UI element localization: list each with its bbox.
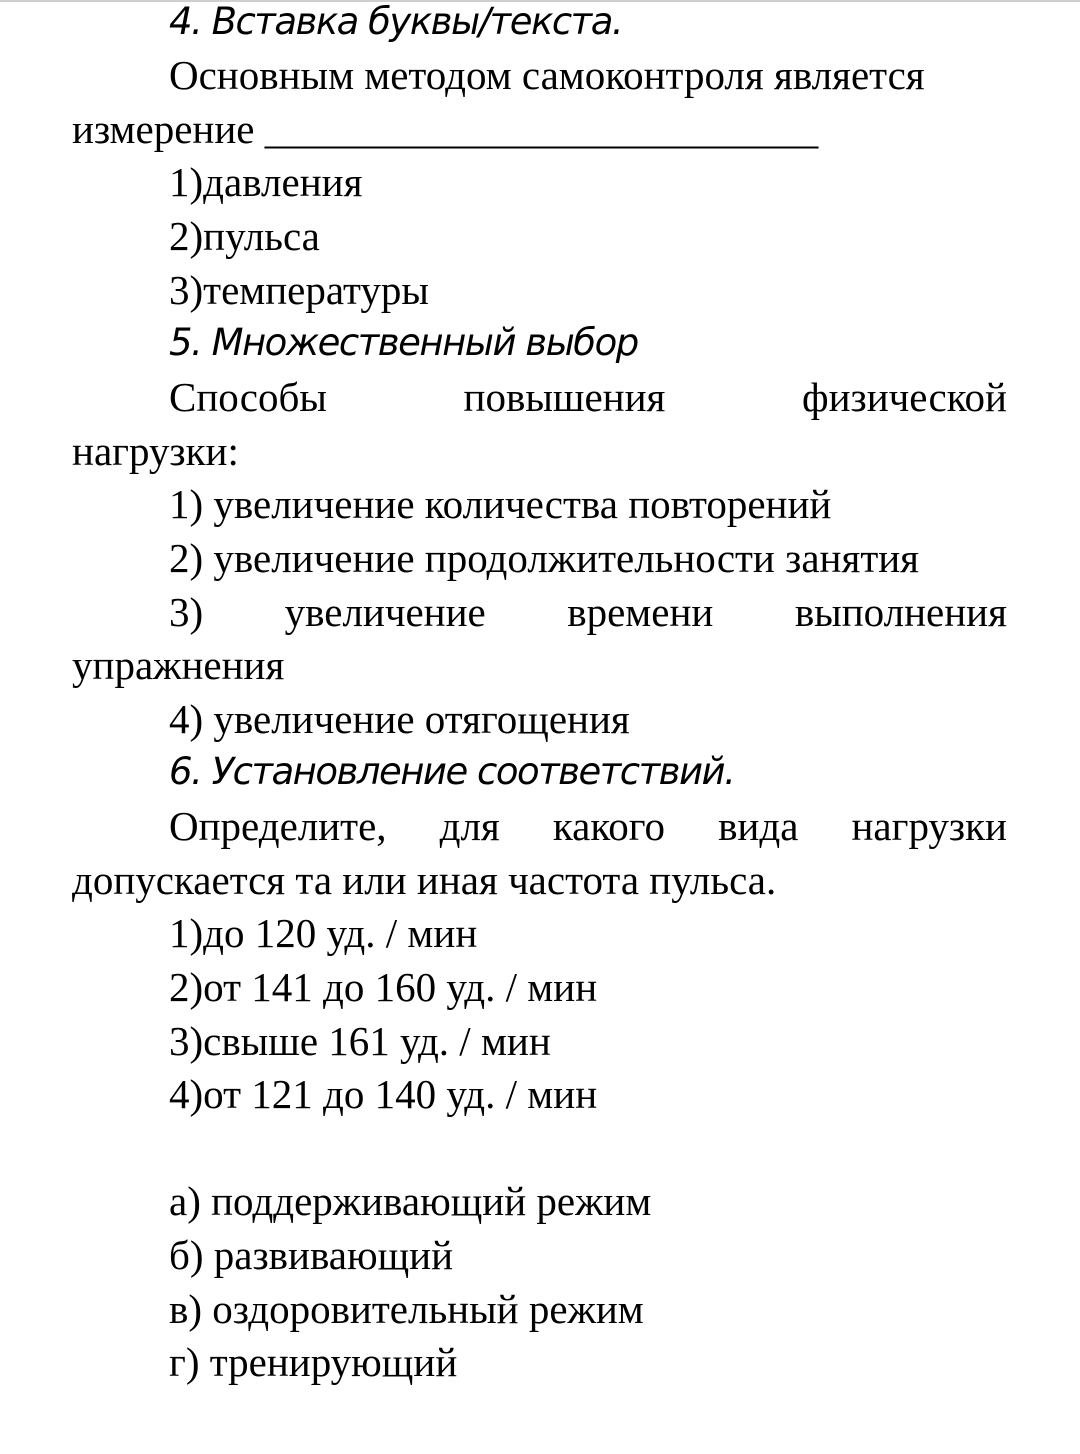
load-mode-c: в) оздоровительный режим (169, 1286, 644, 1332)
section-5-option-3-line-2: упражнения (72, 642, 285, 688)
section-6-heading: 6. Установление соответствий. (169, 750, 735, 793)
section-6-prompt-word: нагрузки (851, 803, 1007, 849)
section-6-prompt-line-1 (72, 799, 1007, 853)
section-4-option-3: 3)температуры (169, 267, 429, 313)
pulse-option-3: 3)свыше 161 уд. / мин (169, 1018, 551, 1064)
load-mode-b: б) развивающий (169, 1232, 454, 1278)
section-4-heading: 4. Вставка буквы/текста. (169, 0, 623, 43)
section-5-option-3-line-1 (72, 585, 1007, 639)
section-5-option-1: 1) увеличение количества повторений (169, 481, 832, 527)
section-6-prompt-word: какого (552, 803, 665, 849)
section-5-option-3-word: 3) (169, 589, 204, 635)
section-4-option-2: 2)пульса (169, 213, 320, 259)
section-4-prompt-line-1: Основным методом самоконтроля является (169, 52, 925, 98)
section-6-prompt-line-2: допускается та или иная частота пульса. (72, 857, 777, 903)
section-5-option-3-word: увеличение (284, 589, 486, 635)
section-4-prompt-line-2: измерение ___________________________ (72, 106, 819, 152)
section-5-prompt-line-1 (72, 370, 1007, 424)
section-5-heading: 5. Множественный выбор (169, 321, 638, 364)
section-5-option-3-word: выполнения (794, 589, 1007, 635)
section-5-option-4: 4) увеличение отягощения (169, 696, 630, 742)
load-mode-a: а) поддерживающий режим (169, 1178, 652, 1224)
section-6-prompt-word: для (439, 803, 500, 849)
pulse-option-4: 4)от 121 до 140 уд. / мин (169, 1071, 598, 1117)
load-mode-d: г) тренирующий (169, 1339, 458, 1385)
section-5-prompt-word: повышения (463, 374, 666, 420)
section-5-prompt-line-2: нагрузки: (72, 428, 239, 474)
section-5-prompt-word: физической (802, 374, 1007, 420)
section-5-prompt-word: Способы (169, 374, 327, 420)
section-4-option-1: 1)давления (169, 159, 363, 205)
pulse-option-2: 2)от 141 до 160 уд. / мин (169, 964, 598, 1010)
section-5-option-3-word: времени (567, 589, 714, 635)
section-6-prompt-word: Определите, (169, 803, 387, 849)
section-5-option-2: 2) увеличение продолжительности занятия (169, 535, 920, 581)
section-6-prompt-word: вида (718, 803, 799, 849)
pulse-option-1: 1)до 120 уд. / мин (169, 910, 478, 956)
